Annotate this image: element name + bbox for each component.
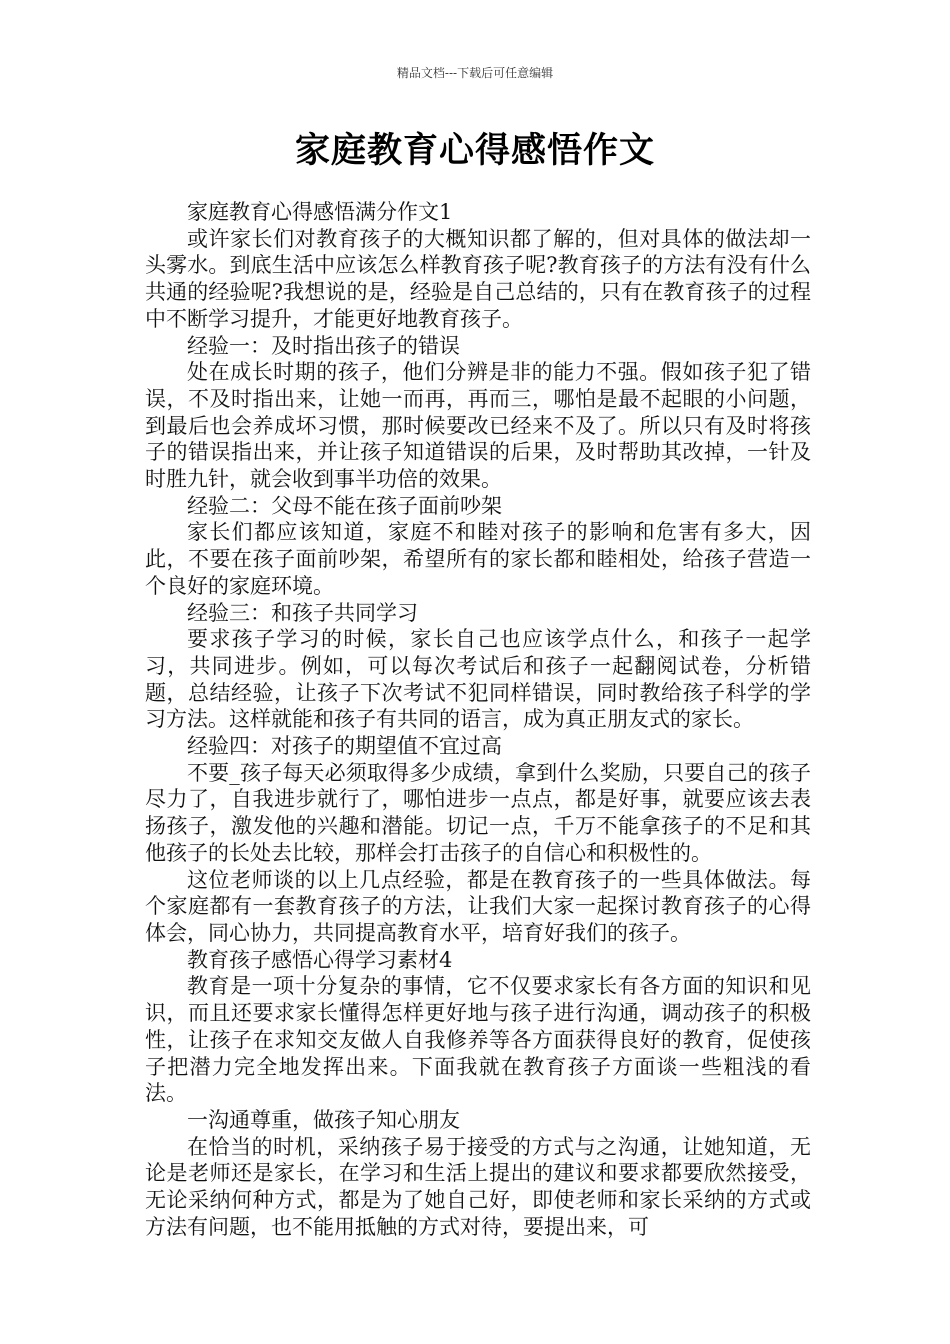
page-header-note: 精品文档---下载后可任意编辑 xyxy=(396,66,554,80)
paragraph-experience-1: 处在成长时期的孩子，他们分辨是非的能力不强。假如孩子犯了错误，不及时指出来，让她一而再，再而三，哪怕是最不起眼的小问题，到最后也会养成坏习惯，那时候要改已经来不及了。所以只有及时将孩子的错误指出来，并让孩子知道错误的后果，及时帮助其改掉，一针及时胜九针，就会收到事半功倍的效果。 xyxy=(145,360,811,492)
paragraph-experience-4: 不要_孩子每天必须取得多少成绩，拿到什么奖励，只要自己的孩子尽力了，自我进步就行了，哪怕进步一点点，都是好事，就要应该去表扬孩子，激发他的兴趣和潜能。切记一点，千万不能拿孩子的不足和其他孩子的长处去比较，那样会打击孩子的自信心和积极性的。 xyxy=(145,760,811,865)
document-body xyxy=(145,199,811,1240)
paragraph-experience-3: 要求孩子学习的时候，家长自己也应该学点什么，和孩子一起学习，共同进步。例如，可以每次考试后和孩子一起翻阅试卷，分析错题，总结经验，让孩子下次考试不犯同样错误，同时教给孩子科学的学习方法。这样就能和孩子有共同的语言，成为真正朋友式的家长。 xyxy=(145,627,811,732)
paragraph-heading-essay-1: 家庭教育心得感悟满分作文1 xyxy=(187,200,453,224)
paragraph-intro: 或许家长们对教育孩子的大概知识都了解的，但对具体的做法却一头雾水。到底生活中应该怎么样教育孩子呢?教育孩子的方法有没有什么共通的经验呢?我想说的是，经验是自己总结的，只有在教育孩子的过程中不断学习提升，才能更好地教育孩子。 xyxy=(145,226,811,331)
paragraph-heading-material-4: 教育孩子感悟心得学习素材4 xyxy=(187,947,453,972)
paragraph-heading-communication: 一沟通尊重，做孩子知心朋友 xyxy=(187,1107,460,1132)
paragraph-experience-2: 家长们都应该知道，家庭不和睦对孩子的影响和危害有多大，因此，不要在孩子面前吵架，希望所有的家长都和睦相处，给孩子营造一个良好的家庭环境。 xyxy=(145,520,811,598)
paragraph-heading-experience-4: 经验四：对孩子的期望值不宜过高 xyxy=(187,734,502,759)
paragraph-education-complex: 教育是一项十分复杂的事情，它不仅要求家长有各方面的知识和见识，而且还要求家长懂得怎样更好地与孩子进行沟通，调动孩子的积极性，让孩子在求知交友做人自我修养等各方面获得良好的教育，促使孩子把潜力完全地发挥出来。下面我就在教育孩子方面谈一些粗浅的看法。 xyxy=(145,974,811,1106)
paragraph-heading-experience-1: 经验一：及时指出孩子的错误 xyxy=(187,333,460,358)
paragraph-communication: 在恰当的时机，采纳孩子易于接受的方式与之沟通，让她知道，无论是老师还是家长，在学习和生活上提出的建议和要求都要欣然接受，无论采纳何种方式，都是为了她自己好，即使老师和家长采纳的方式或方法有问题，也不能用抵触的方式对待，要提出来，可 xyxy=(145,1134,811,1239)
paragraph-heading-experience-3: 经验三：和孩子共同学习 xyxy=(187,600,418,625)
paragraph-summary: 这位老师谈的以上几点经验，都是在教育孩子的一些具体做法。每个家庭都有一套教育孩子的方法，让我们大家一起探讨教育孩子的心得体会，同心协力，共同提高教育水平，培育好我们的孩子。 xyxy=(145,867,811,945)
document-title: 家庭教育心得感悟作文 xyxy=(294,130,655,171)
paragraph-heading-experience-2: 经验二：父母不能在孩子面前吵架 xyxy=(187,493,502,518)
